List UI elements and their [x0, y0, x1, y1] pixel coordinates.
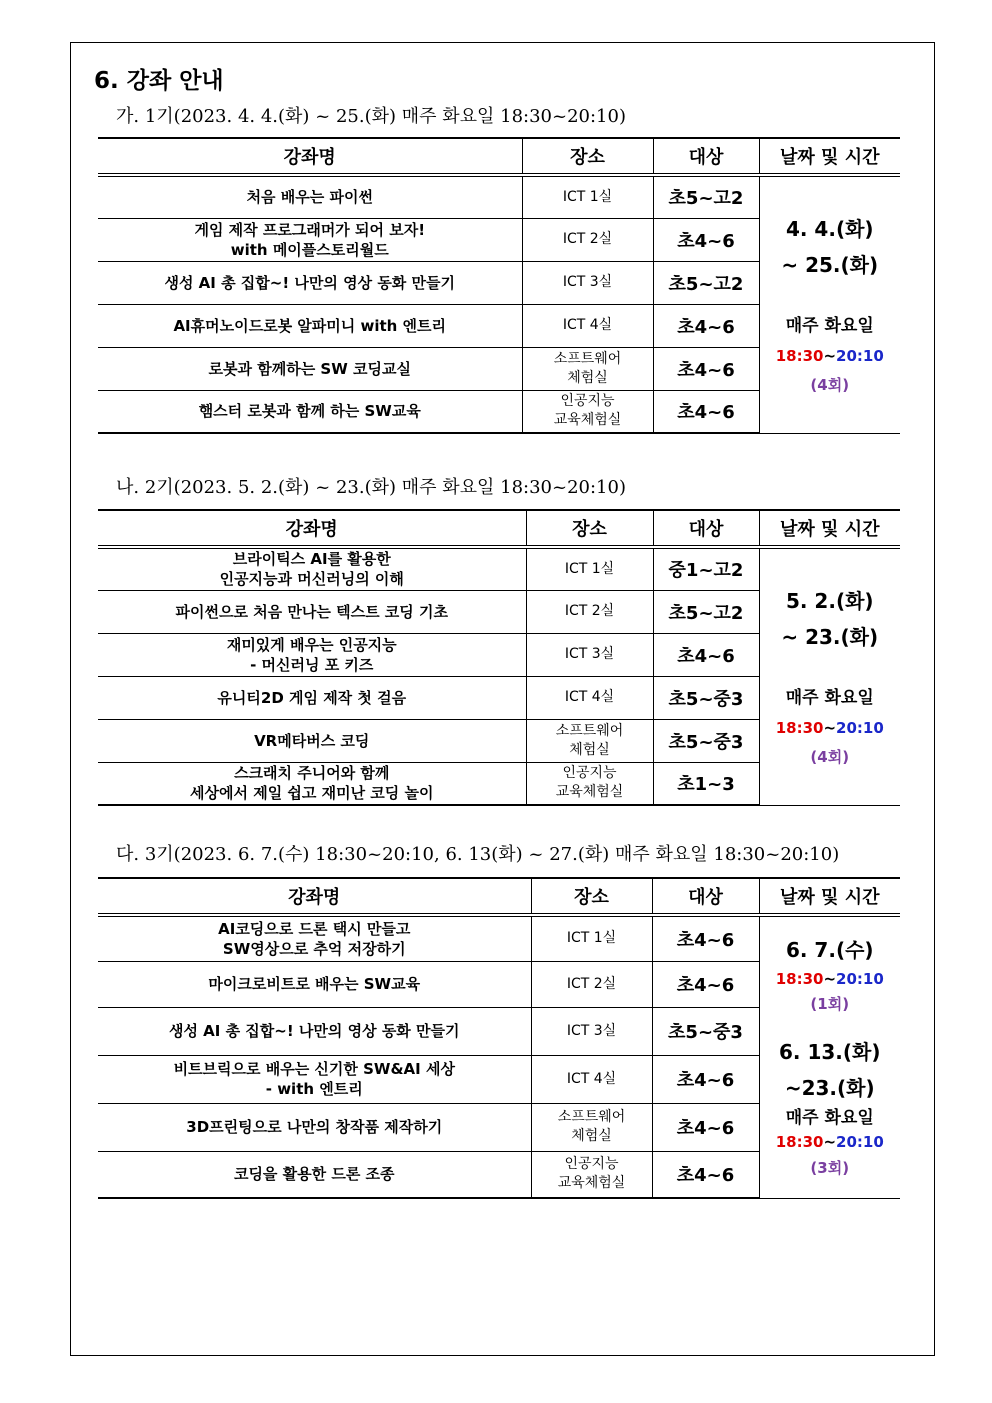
session-2-subtitle: 나. 2기(2023. 5. 2.(화) ~ 23.(화) 매주 화요일 18:30~20:10): [116, 477, 626, 498]
session-3-table: [98, 877, 900, 1199]
course-place-line: 소프트웨어: [557, 1109, 626, 1125]
schedule-start-date: 5. 2.(화): [785, 588, 874, 613]
course-name-line: AI휴머노이드로봇 알파미니 with 엔트리: [173, 316, 447, 335]
course-target: 초5~고2: [653, 590, 759, 633]
schedule-time-1: [760, 968, 901, 990]
course-place-line: ICT 4실: [564, 689, 615, 705]
course-name-line: 게임 제작 프로그래머가 되어 보자!: [194, 220, 426, 239]
course-name: [98, 1151, 531, 1198]
course-name: [98, 390, 522, 433]
course-name: [98, 1103, 531, 1151]
course-place-line: ICT 4실: [566, 1070, 617, 1087]
course-place: [522, 218, 653, 261]
time-end: 20:10: [836, 346, 884, 365]
header-place: 장소: [526, 510, 653, 547]
course-place: [526, 719, 653, 762]
schedule-spacer: [760, 1018, 901, 1034]
course-name-line: - with 엔트리: [265, 1080, 363, 1098]
course-place: [531, 1151, 652, 1198]
course-place: [522, 175, 653, 218]
course-name-line: 생성 AI 총 집합~! 나만의 영상 동화 만들기: [164, 273, 455, 292]
table-row: [98, 547, 900, 590]
course-name-line: 유니티2D 게임 제작 첫 걸음: [217, 688, 407, 707]
header-target: 대상: [652, 878, 759, 915]
table-row: [98, 175, 900, 218]
course-place-line: 체험실: [567, 369, 608, 386]
schedule-weekly: 매주 화요일: [785, 687, 874, 708]
header-course-name: 강좌명: [98, 510, 526, 547]
course-target: 초4~6: [653, 347, 759, 390]
course-target: 초1~3: [653, 762, 759, 805]
schedule-date-1: 6. 7.(수): [785, 938, 874, 963]
time-start: 18:30: [775, 718, 824, 737]
course-name-line: 브라이틱스 AI를 활용한: [232, 550, 391, 569]
course-target: 초5~중3: [653, 719, 759, 762]
course-place: [531, 1055, 652, 1103]
course-place-line: 교육체험실: [553, 412, 622, 429]
schedule-count-1: (1회): [810, 995, 850, 1014]
course-place: [526, 762, 653, 805]
header-target: 대상: [653, 510, 759, 547]
course-target: 초4~6: [652, 1151, 759, 1198]
schedule-count: (4회): [810, 747, 850, 766]
time-tilde: ~: [823, 1133, 837, 1152]
course-place: [526, 633, 653, 676]
time-end: 20:10: [836, 718, 884, 737]
course-place: [526, 676, 653, 719]
schedule-end-date: ~ 25.(화): [781, 252, 879, 277]
schedule-time: [760, 713, 901, 743]
time-start: 18:30: [775, 970, 824, 989]
table-row: [98, 915, 900, 961]
course-place-line: 소프트웨어: [555, 722, 624, 739]
course-name: [98, 590, 526, 633]
course-name-line: AI코딩으로 드론 택시 만들고: [218, 919, 411, 938]
course-place: [522, 261, 653, 304]
course-place-line: 체험실: [569, 741, 610, 758]
course-name: [98, 915, 531, 961]
schedule-end-date: ~ 23.(화): [781, 624, 879, 649]
course-target: 초4~6: [653, 633, 759, 676]
course-name: [98, 547, 526, 590]
course-name: [98, 218, 522, 261]
course-place: [531, 961, 652, 1007]
course-name-line: 비트브릭으로 배우는 신기한 SW&AI 세상: [173, 1060, 455, 1078]
schedule-time: [760, 341, 901, 371]
schedule-date-2-start: 6. 13.(화): [778, 1040, 881, 1065]
course-name: [98, 633, 526, 676]
schedule-spacer: [760, 283, 901, 311]
course-name-line: 마이크로비트로 배우는 SW교육: [208, 975, 421, 993]
course-place-line: 교육체험실: [557, 1175, 626, 1192]
course-name-line: 처음 배우는 파이썬: [246, 188, 373, 207]
course-place-line: ICT 4실: [562, 317, 613, 333]
schedule-time-2: [760, 1130, 901, 1154]
course-place: [526, 590, 653, 633]
course-target: 초5~중3: [652, 1007, 759, 1055]
course-place-line: ICT 1실: [562, 188, 613, 205]
header-schedule: 날짜 및 시간: [759, 138, 900, 175]
schedule-start-date: 4. 4.(화): [785, 216, 874, 241]
header-place: 장소: [531, 878, 652, 915]
course-place: [531, 915, 652, 961]
course-target: 초4~6: [652, 961, 759, 1007]
course-target: 초5~고2: [653, 261, 759, 304]
course-place-line: ICT 3실: [562, 274, 613, 290]
course-place-line: ICT 1실: [564, 560, 615, 577]
course-place-line: 인공지능: [564, 1156, 619, 1173]
course-place: [522, 390, 653, 433]
session-1-table: [98, 137, 900, 434]
course-place-line: ICT 3실: [566, 1022, 617, 1039]
course-target: 초4~6: [652, 1055, 759, 1103]
session-2-table: [98, 509, 900, 806]
course-target: 중1~고2: [653, 547, 759, 590]
schedule-cell: [759, 175, 900, 433]
course-target: 초4~6: [653, 304, 759, 347]
course-place: [526, 547, 653, 590]
time-start: 18:30: [775, 1133, 824, 1152]
course-name: [98, 1007, 531, 1055]
time-start: 18:30: [775, 346, 824, 365]
course-place-line: 체험실: [571, 1128, 612, 1144]
schedule-date-2-end: ~23.(화): [784, 1076, 875, 1101]
course-place-line: ICT 2실: [566, 975, 617, 992]
course-target: 초5~중3: [653, 676, 759, 719]
header-course-name: 강좌명: [98, 878, 531, 915]
course-name: [98, 261, 522, 304]
course-place-line: 소프트웨어: [553, 350, 622, 367]
course-name-line: 햄스터 로봇과 함께 하는 SW교육: [198, 402, 421, 421]
course-name: [98, 961, 531, 1007]
course-target: 초4~6: [652, 1103, 759, 1151]
course-place-line: 교육체험실: [555, 784, 624, 801]
schedule-weekly: 매주 화요일: [785, 315, 874, 336]
course-place: [522, 347, 653, 390]
table-header-row: [98, 878, 900, 915]
time-tilde: ~: [823, 718, 837, 737]
course-place-line: ICT 2실: [562, 231, 613, 247]
course-name: [98, 304, 522, 347]
schedule-cell: [759, 547, 900, 805]
course-target: 초4~6: [653, 218, 759, 261]
course-name-line: 생성 AI 총 집합~! 나만의 영상 동화 만들기: [168, 1022, 460, 1040]
course-target: 초4~6: [652, 915, 759, 961]
header-schedule: 날짜 및 시간: [759, 510, 900, 547]
table-header-row: [98, 510, 900, 547]
schedule-count-2: (3회): [810, 1159, 850, 1178]
course-target: 초5~고2: [653, 175, 759, 218]
course-name-line: - 머신러닝 포 키즈: [250, 655, 374, 674]
course-name: [98, 719, 526, 762]
table-header-row: [98, 138, 900, 175]
schedule-cell: [759, 915, 900, 1198]
course-name: [98, 1055, 531, 1103]
course-name-line: 로봇과 함께하는 SW 코딩교실: [208, 359, 411, 378]
course-name-line: 인공지능과 머신러닝의 이해: [219, 570, 404, 589]
course-name: [98, 347, 522, 390]
course-name-line: 파이썬으로 처음 만나는 텍스트 코딩 기초: [175, 602, 448, 621]
course-name-line: 코딩을 활용한 드론 조종: [233, 1165, 395, 1184]
header-place: 장소: [522, 138, 653, 175]
course-name-line: with 메이플스토리월드: [230, 240, 389, 259]
course-name: [98, 676, 526, 719]
session-3-subtitle: 다. 3기(2023. 6. 7.(수) 18:30~20:10, 6. 13(화) ~ 27.(화) 매주 화요일 18:30~20:10): [116, 844, 840, 865]
time-tilde: ~: [823, 346, 837, 365]
course-place: [531, 1103, 652, 1151]
session-1-subtitle: 가. 1기(2023. 4. 4.(화) ~ 25.(화) 매주 화요일 18:30~20:10): [116, 106, 626, 127]
schedule-spacer: [760, 655, 901, 683]
course-place-line: ICT 3실: [564, 646, 615, 662]
course-name-line: 스크래치 주니어와 함께: [234, 764, 390, 783]
course-name-line: 3D프린팅으로 나만의 창작품 제작하기: [186, 1118, 443, 1136]
header-schedule: 날짜 및 시간: [759, 878, 900, 915]
header-course-name: 강좌명: [98, 138, 522, 175]
course-place-line: ICT 1실: [566, 930, 617, 947]
course-place-line: ICT 2실: [564, 603, 615, 619]
schedule-count: (4회): [810, 375, 850, 394]
course-name-line: 재미있게 배우는 인공지능: [226, 635, 397, 654]
course-name: [98, 762, 526, 805]
page-title: 6. 강좌 안내: [94, 68, 224, 94]
time-end: 20:10: [836, 970, 884, 989]
course-place-line: 인공지능: [560, 393, 615, 410]
course-place: [522, 304, 653, 347]
course-name-line: SW영상으로 추억 저장하기: [222, 939, 406, 958]
course-name: [98, 175, 522, 218]
header-target: 대상: [653, 138, 759, 175]
time-tilde: ~: [823, 970, 837, 989]
time-end: 20:10: [836, 1133, 884, 1152]
course-target: 초4~6: [653, 390, 759, 433]
course-place-line: 인공지능: [562, 765, 617, 782]
course-place: [531, 1007, 652, 1055]
course-name-line: VR메타버스 코딩: [254, 731, 370, 750]
schedule-weekly: 매주 화요일: [785, 1108, 874, 1129]
course-name-line: 세상에서 제일 쉽고 재미난 코딩 놀이: [190, 784, 434, 803]
